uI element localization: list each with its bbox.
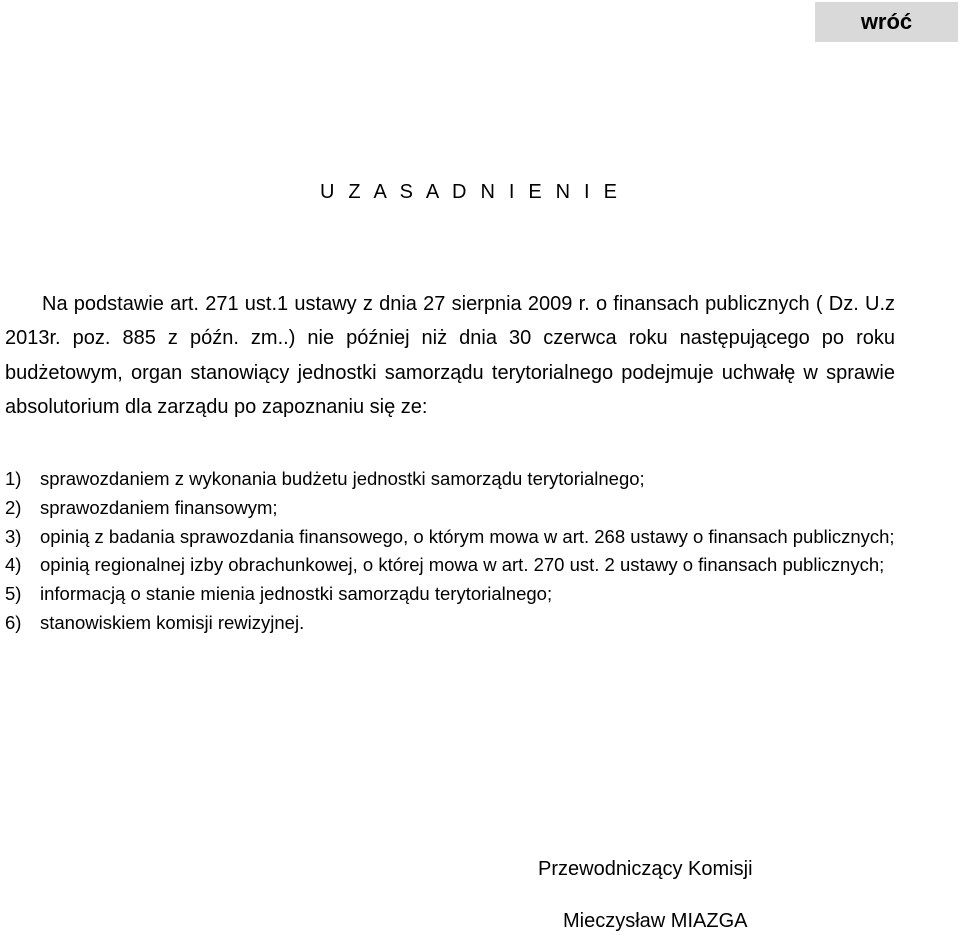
signature-name: Mieczysław MIAZGA <box>563 910 748 932</box>
requirements-list <box>5 465 895 638</box>
list-item <box>5 580 895 609</box>
list-item <box>5 494 895 523</box>
list-item-text: opinią z badania sprawozdania finansowego, o którym mowa w art. 268 ustawy o finansach publicznych; <box>40 525 895 547</box>
document-title: U Z A S A D N I E N I E <box>320 181 622 203</box>
back-button[interactable]: wróć <box>815 2 958 42</box>
list-item-text: sprawozdaniem z wykonania budżetu jednostki samorządu terytorialnego; <box>40 468 645 489</box>
intro-paragraph: Na podstawie art. 271 ust.1 ustawy z dnia 27 sierpnia 2009 r. o finansach publicznych ( Dz. U.z 2013r. poz. 885 z późn. zm..) nie później niż dnia 30 czerwca roku następującego po roku budżetowym, organ stanowiący jednostki samorządu terytorialnego podejmuje uchwałę w sprawie absolutorium dla zarządu po zapoznaniu się ze: <box>5 293 895 418</box>
list-item-text: stanowiskiem komisji rewizyjnej. <box>40 611 305 633</box>
list-item <box>5 551 895 580</box>
list-item <box>5 465 895 494</box>
list-item-number: 6) <box>5 611 22 633</box>
list-item-number: 5) <box>5 583 22 605</box>
list-item <box>5 609 895 638</box>
list-item-number: 1) <box>5 468 22 489</box>
list-item-text: sprawozdaniem finansowym; <box>40 496 278 518</box>
signature-role: Przewodniczący Komisji <box>538 858 753 880</box>
list-item-number: 4) <box>5 554 22 576</box>
list-item-text: informacją o stanie mienia jednostki samorządu terytorialnego; <box>40 583 553 605</box>
list-item-text: opinią regionalnej izby obrachunkowej, o której mowa w art. 270 ust. 2 ustawy o finansach publicznych; <box>40 554 885 576</box>
list-item <box>5 523 895 552</box>
list-item-number: 2) <box>5 496 22 518</box>
list-item-number: 3) <box>5 525 22 547</box>
